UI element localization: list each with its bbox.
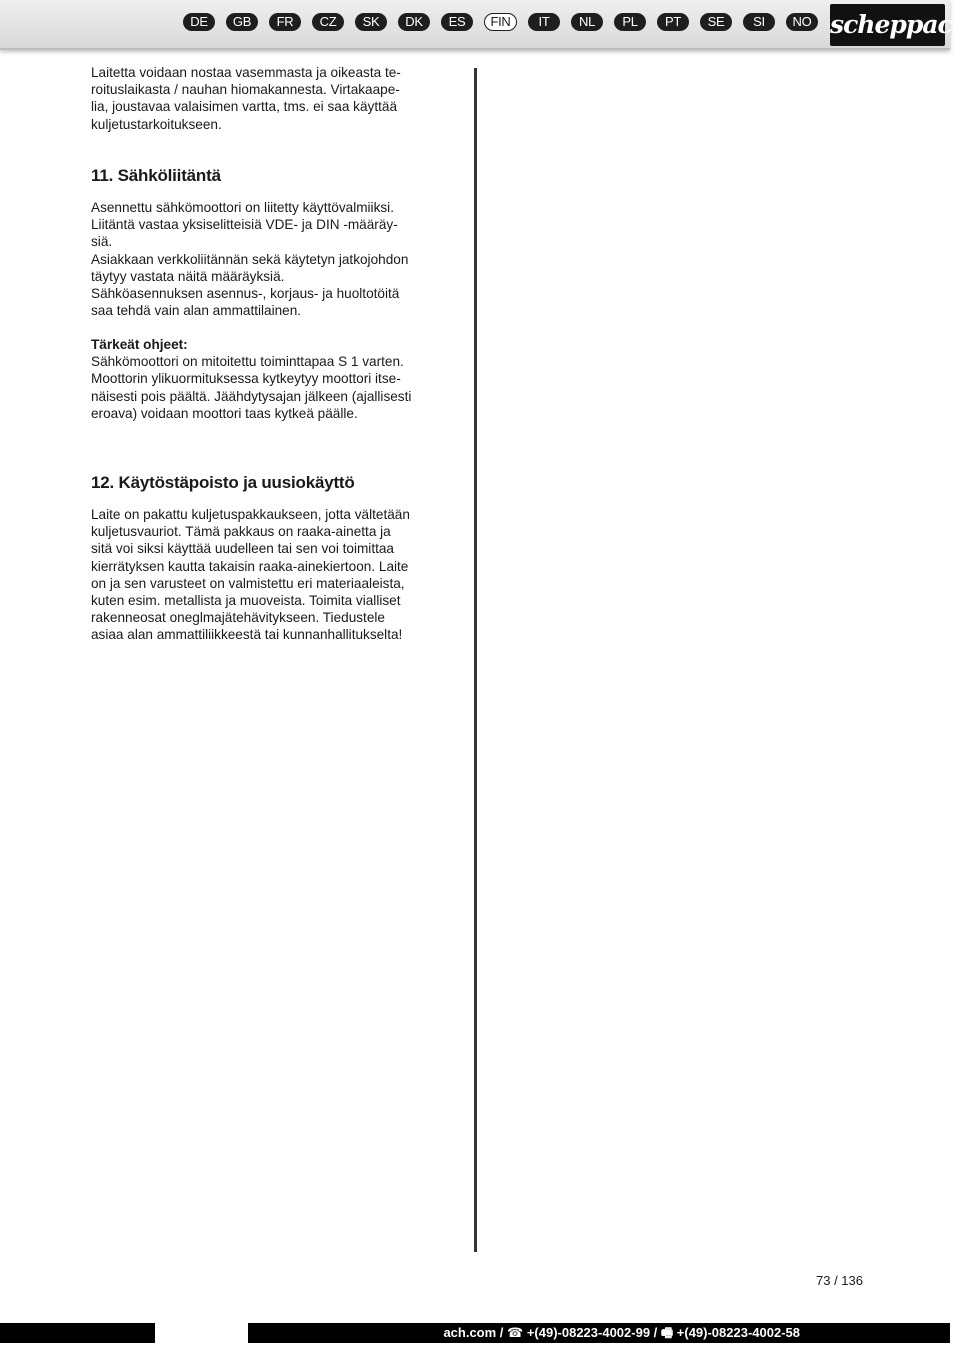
page-header [0,0,969,50]
language-nl[interactable]: NL [571,13,603,31]
text-line: rakenneosat oneglmajätehävitykseen. Tiedustele [91,610,385,626]
language-dk[interactable]: DK [398,13,430,31]
important-notes [91,336,430,422]
language-selector [183,13,818,33]
text-line: Asiakkaan verkkoliitännän sekä käytetyn jatkojohdon [91,251,409,267]
section-11-body [91,199,430,319]
text-line: sitä voi siksi käyttää uudelleen tai sen voi toimittaa [91,541,394,557]
language-pt[interactable]: PT [657,13,689,31]
text-line: Sähkömoottori on mitoitettu toiminttapaa S 1 varten. [91,354,404,370]
text-line: Sähköasennuksen asennus-, korjaus- ja huoltotöitä [91,286,400,302]
text-line: roituslaikasta / nauhan hiomakannesta. Virtakaape- [91,82,400,98]
language-fr[interactable]: FR [269,13,301,31]
text-line: kuljetustarkoitukseen. [91,116,222,132]
text-line: Moottorin ylikuormituksessa kytkeytyy moottori itse- [91,371,401,387]
important-notes-heading: Tärkeät ohjeet: [91,337,188,352]
page-footer [0,1323,950,1343]
page-number: 73 / 136 [816,1273,863,1288]
language-gb[interactable]: GB [226,13,258,31]
text-line: kuten esim. metallista ja muoveista. Toimita vialliset [91,593,401,609]
section-11-heading: 11. Sähköliitäntä [91,166,221,185]
text-line: saa tehdä vain alan ammattilainen. [91,303,302,319]
text-line: kuljetusvauriot. Tämä pakkaus on raaka-ainetta ja [91,524,391,540]
language-fin[interactable]: FIN [484,13,517,31]
text-line: asiaa alan ammattiliikkeestä tai kunnanhallitukselta! [91,627,403,643]
text-line: kierrätyksen kautta takaisin raaka-ainekiertoon. Laite [91,558,409,574]
language-pl[interactable]: PL [614,13,646,31]
language-sk[interactable]: SK [355,13,387,31]
text-line: eroava) voidaan moottori taas kytkeä päälle. [91,405,358,421]
language-cz[interactable]: CZ [312,13,344,31]
language-no[interactable]: NO [786,13,818,31]
language-it[interactable]: IT [528,13,560,31]
language-es[interactable]: ES [441,13,473,31]
text-line: lia, joustavaa valaisimen vartta, tms. ei saa käyttää [91,99,397,115]
column-divider [474,68,477,1252]
text-line: täytyy vastata näitä määräyksiä. [91,268,285,284]
text-line: siä. [91,234,113,250]
section-12-heading: 12. Käytöstäpoisto ja uusiokäyttö [91,473,355,492]
section-12-body [91,506,430,644]
language-de[interactable]: DE [183,13,215,31]
footer-contact: ach.com / ☎ +(49)-08223-4002-99 / 🖷 +(49)-08223-4002-58 [443,1325,800,1340]
footer-gap [155,1323,248,1343]
text-line: Asennettu sähkömoottori on liitetty käyttövalmiiksi. [91,200,394,215]
language-se[interactable]: SE [700,13,732,31]
text-line: Laitetta voidaan nostaa vasemmasta ja oikeasta te- [91,65,401,80]
text-line: Laite on pakattu kuljetuspakkaukseen, jotta vältetään [91,507,410,522]
text-line: on ja sen varusteet on valmistettu eri materiaaleista, [91,575,405,591]
text-line: Liitäntä vastaa yksiselitteisiä VDE- ja DIN -määräy- [91,217,398,233]
language-si[interactable]: SI [743,13,775,31]
text-line: näisesti pois päältä. Jäähdytysajan jälkeen (ajallisesti [91,388,412,404]
intro-text [91,64,430,133]
scheppach-logo: scheppach [830,4,945,46]
